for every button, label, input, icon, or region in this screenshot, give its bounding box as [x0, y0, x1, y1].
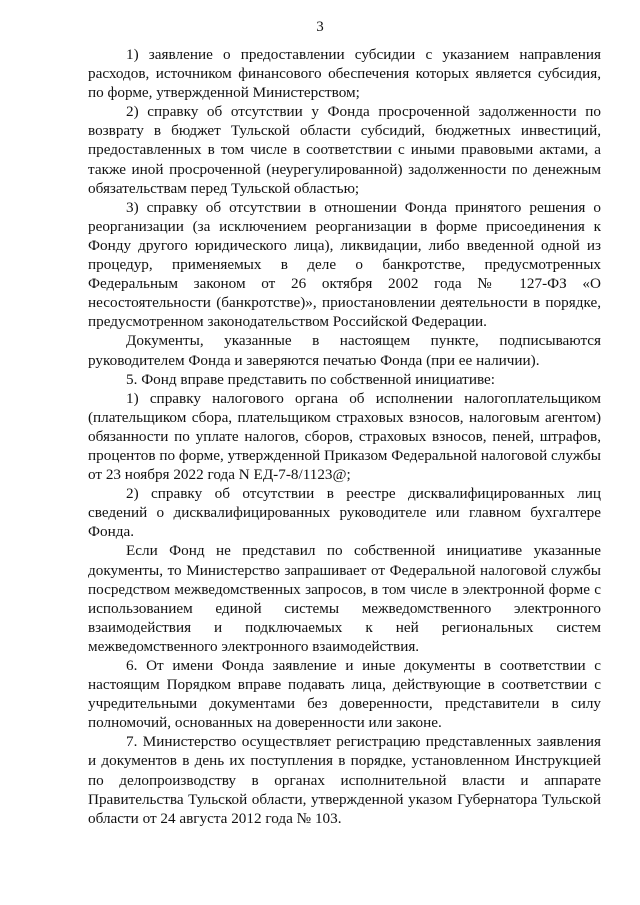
page-number: 3: [316, 19, 324, 35]
paragraph-interagency-requests: Если Фонд не представил по собственной инициативе указанные документы, то Министерство запрашивает от Федеральной налоговой службы посредством межведомственных запросов, в том числе в электронной форме с использованием единой системы межведомственного электронного взаимодействия и подключаемых к ней региональных систем межведомственного электронного взаимодействия.: [88, 542, 601, 655]
paragraph-debt-certificate: 2) справку об отсутствии у Фонда просроченной задолженности по возврату в бюджет Тульской области субсидий, бюджетных инвестиций, предоставленных в том числе в соответствии с иными правовыми актами, а также иной просроченной (неурегулированной) задолженности по денежным обязательствам перед Тульской областью;: [88, 103, 601, 197]
paragraph-item-7: 7. Министерство осуществляет регистрацию представленных заявления и документов в день их поступления в порядке, установленном Инструкцией по делопроизводству в органах исполнительной власти и аппарате Правительства Тульской области, утвержденной указом Губернатора Тульской области от 24 августа 2012 года № 103.: [88, 733, 601, 827]
document-body: [88, 45, 601, 828]
paragraph-tax-certificate: 1) справку налогового органа об исполнении налогоплательщиком (плательщиком сбора, плательщиком страховых взносов, налоговым агентом) обязанности по уплате налогов, сборов, страховых взносов, пеней, штрафов, процентов по форме, утвержденной Приказом Федеральной налоговой службы от 23 ноября 2022 года N ЕД-7-8/1123@;: [88, 389, 601, 484]
paragraph-item-5: 5. Фонд вправе представить по собственной инициативе:: [126, 370, 495, 388]
paragraph-documents-signing: Документы, указанные в настоящем пункте, подписываются руководителем Фонда и заверяются печатью Фонда (при ее наличии).: [88, 332, 601, 369]
paragraph-item-6: 6. От имени Фонда заявление и иные документы в соответствии с настоящим Порядком вправе подавать лица, действующие в соответствии с учредительными документами без доверенности, представители в силу полномочий, основанных на доверенности или законе.: [88, 657, 601, 732]
paragraph-reorganization-certificate: 3) справку об отсутствии в отношении Фонда принятого решения о реорганизации (за исключением реорганизации в форме присоединения к Фонду другого юридического лица), ликвидации, либо введенной одной из процедур, применяемых в деле о банкротстве, предусмотренных Федеральным законом от 26 октября 2002 года № 127-ФЗ «О несостоятельности (банкротстве)», приостановлении деятельности в порядке, предусмотренном законодательством Российской Федерации.: [88, 198, 601, 331]
paragraph-disqualified-registry: 2) справку об отсутствии в реестре дисквалифицированных лиц сведений о дисквалифицированных руководителе или главном бухгалтере Фонда.: [88, 485, 601, 541]
paragraph-application: 1) заявление о предоставлении субсидии с указанием направления расходов, источником финансового обеспечения которых является субсидия, по форме, утвержденной Министерством;: [88, 46, 601, 102]
